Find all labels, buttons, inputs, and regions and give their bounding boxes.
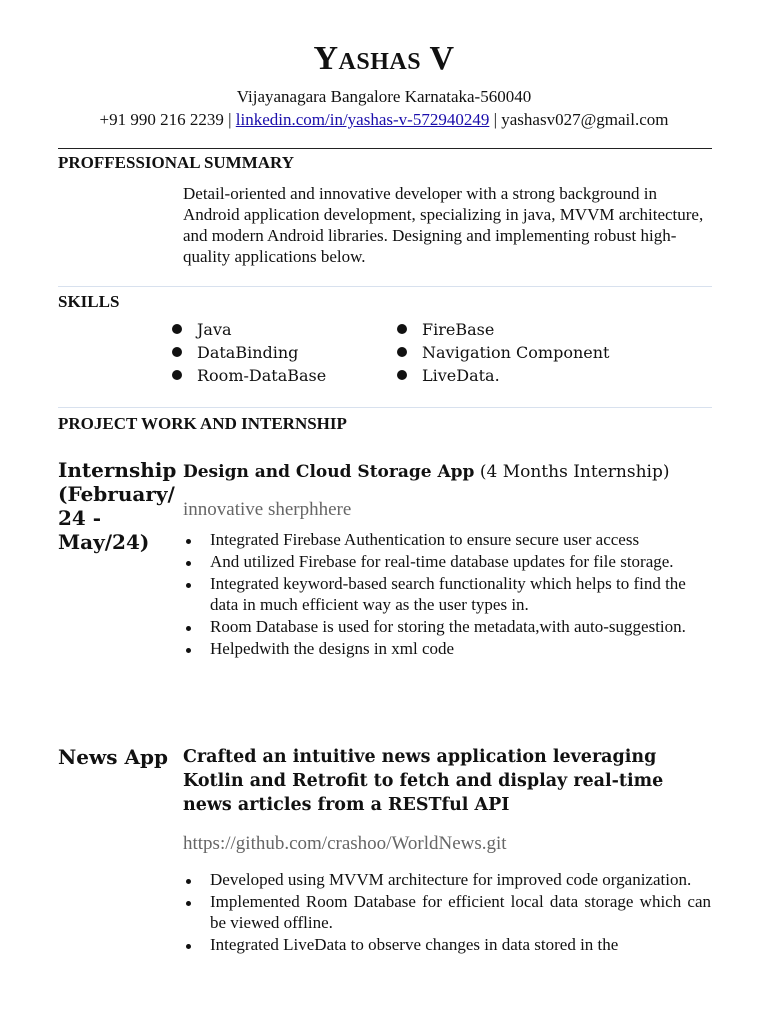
phone: +91 990 216 2239: [99, 110, 224, 129]
address: Vijayanagara Bangalore Karnataka-560040: [236, 87, 532, 106]
list-item: Integrated LiveData to observe changes in data stored in the: [183, 934, 711, 955]
news-app-link[interactable]: https://github.com/crashoo/WorldNews.git: [183, 833, 507, 854]
skill-item: DataBinding: [172, 341, 326, 364]
list-item: Integrated Firebase Authentication to ensure secure user access: [183, 529, 711, 550]
header-divider: [58, 148, 712, 149]
internship-bullets: [183, 529, 711, 660]
list-item: Helpedwith the designs in xml code: [183, 638, 711, 659]
skill-item: Room-DataBase: [172, 364, 326, 387]
summary-heading: PROFFESSIONAL SUMMARY: [58, 153, 294, 172]
email: yashasv027@gmail.com: [501, 110, 669, 129]
summary-text: Detail-oriented and innovative developer with a strong background in Android application development, specializing in java, MVVM architecture, and modern Android libraries. Designing and implementing robust high-quality applications below.: [183, 184, 704, 266]
list-item: Implemented Room Database for efficient local data storage which can be viewed offline.: [183, 891, 711, 933]
skill-item: Java: [172, 318, 326, 341]
contact-line: [0, 110, 768, 130]
list-item: Developed using MVVM architecture for improved code organization.: [183, 869, 711, 890]
candidate-name: Yashas V: [313, 40, 455, 77]
list-item: And utilized Firebase for real-time database updates for file storage.: [183, 551, 711, 572]
separator: |: [493, 110, 497, 129]
skills-heading: SKILLS: [58, 292, 120, 311]
skills-list-left: [172, 318, 326, 387]
list-item: Room Database is used for storing the metadata,with auto-suggestion.: [183, 616, 711, 637]
section-divider: [58, 286, 712, 287]
skills-list-right: [397, 318, 609, 387]
section-divider: [58, 407, 712, 408]
skill-item: FireBase: [397, 318, 609, 341]
separator: |: [228, 110, 232, 129]
projects-heading: PROJECT WORK AND INTERNSHIP: [58, 414, 347, 433]
news-app-title: Crafted an intuitive news application leveraging Kotlin and Retrofit to fetch and display real-time news articles from a RESTful API: [183, 747, 664, 815]
internship-duration: (4 Months Internship): [479, 462, 670, 482]
internship-title-line: [183, 462, 713, 482]
internship-company: innovative sherphhere: [183, 499, 352, 520]
internship-title: Design and Cloud Storage App: [183, 462, 475, 482]
internship-label: Internship (February/ 24 - May/24): [58, 458, 177, 554]
news-app-label: News App: [58, 745, 168, 769]
news-app-bullets: [183, 869, 711, 956]
skill-item: LiveData.: [397, 364, 609, 387]
linkedin-link[interactable]: linkedin.com/in/yashas-v-572940249: [235, 110, 490, 129]
skill-item: Navigation Component: [397, 341, 609, 364]
list-item: Integrated keyword-based search functionality which helps to find the data in much efficient way as the user types in.: [183, 573, 711, 615]
